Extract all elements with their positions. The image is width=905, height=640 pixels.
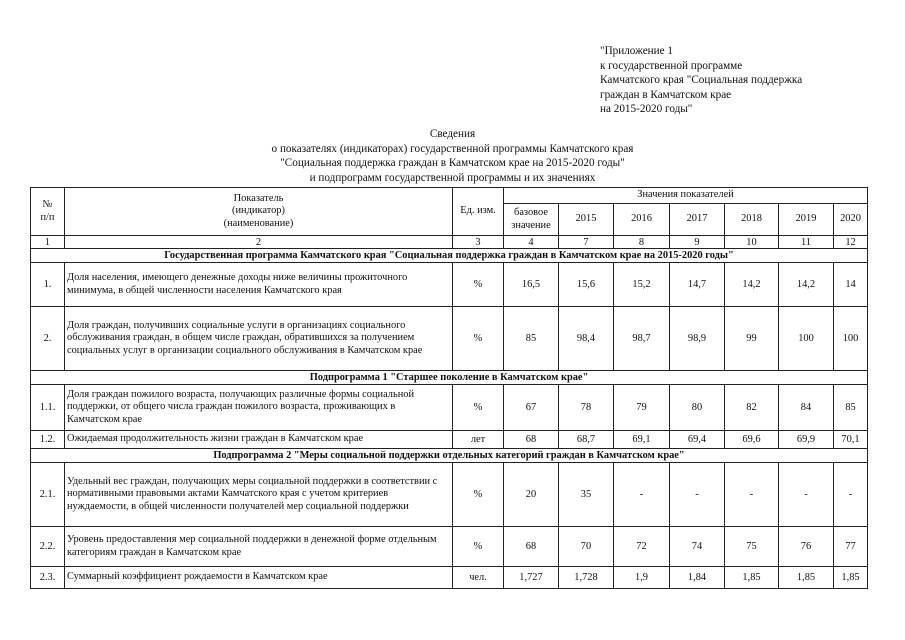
header-base-value: базовое значение [504,204,559,236]
row-unit: % [453,385,504,431]
title-line: и подпрограмм государственной программы и их значениях [309,171,596,184]
column-number: 8 [614,236,670,249]
row-value: 98,9 [670,307,725,371]
row-value: 84 [779,385,834,431]
header-num: № п/п [31,188,65,236]
indicators-table [30,187,868,589]
row-value: 1,727 [504,567,559,589]
header-unit: Ед. изм. [453,188,504,236]
row-value: 1,85 [725,567,779,589]
header-indicator: Показатель (индикатор) (наименование) [65,188,453,236]
table-row [31,463,868,527]
row-indicator: Доля населения, имеющего денежные доходы ниже величины прожиточного минимума, в общей численности населения Камчатского края [65,263,453,307]
row-value: 69,9 [779,431,834,449]
row-value: - [614,463,670,527]
row-value: 20 [504,463,559,527]
row-value: 85 [834,385,868,431]
row-value: 77 [834,527,868,567]
row-indicator: Доля граждан пожилого возраста, получающих различные формы социальной поддержки, от общего числа граждан пожилого возраста, проживающих в Камчатском крае [65,385,453,431]
row-value: 69,4 [670,431,725,449]
row-value: 14 [834,263,868,307]
row-value: 15,6 [559,263,614,307]
row-value: 14,2 [779,263,834,307]
column-number: 10 [725,236,779,249]
column-number: 4 [504,236,559,249]
section-title: Подпрограмма 1 "Старшее поколение в Камчатском крае" [31,371,868,385]
row-value: 79 [614,385,670,431]
row-value: 82 [725,385,779,431]
row-value: 16,5 [504,263,559,307]
table-row [31,307,868,371]
table-row [31,385,868,431]
row-num: 1.2. [31,431,65,449]
title-line: Сведения [429,128,476,140]
row-value: 85 [504,307,559,371]
appendix-line: Камчатского края "Социальная поддержка [600,74,803,87]
row-value: 14,7 [670,263,725,307]
header-year: 2020 [834,204,868,236]
row-unit: чел. [453,567,504,589]
row-value: 67 [504,385,559,431]
row-value: 1,84 [670,567,725,589]
row-value: - [725,463,779,527]
row-num: 2. [31,307,65,371]
row-unit: % [453,307,504,371]
appendix-note [600,44,802,117]
column-number-row [31,236,868,249]
column-number: 12 [834,236,868,249]
section-title: Подпрограмма 2 "Меры социальной поддержки отдельных категорий граждан в Камчатском крае" [31,449,868,463]
header-year: 2015 [559,204,614,236]
row-unit: % [453,527,504,567]
row-value: 69,6 [725,431,779,449]
row-value: 14,2 [725,263,779,307]
row-value: 70,1 [834,431,868,449]
row-value: - [670,463,725,527]
table-row [31,431,868,449]
row-num: 2.2. [31,527,65,567]
column-number: 2 [65,236,453,249]
title-line: "Социальная поддержка граждан в Камчатском крае на 2015-2020 годы" [280,157,625,169]
row-value: 1,85 [834,567,868,589]
appendix-line: к государственной программе [600,59,743,72]
appendix-line: граждан в Камчатском крае [600,88,732,101]
row-value: 98,7 [614,307,670,371]
row-value: 69,1 [614,431,670,449]
appendix-line: "Приложение 1 [600,45,674,57]
row-value: 72 [614,527,670,567]
row-value: 78 [559,385,614,431]
column-number: 11 [779,236,834,249]
row-value: 98,4 [559,307,614,371]
header-year: 2017 [670,204,725,236]
row-value: 99 [725,307,779,371]
row-value: 15,2 [614,263,670,307]
row-value: 68 [504,431,559,449]
row-indicator: Ожидаемая продолжительность жизни граждан в Камчатском крае [65,431,453,449]
column-number: 7 [559,236,614,249]
row-value: 35 [559,463,614,527]
row-value: - [779,463,834,527]
row-indicator: Уровень предоставления мер социальной поддержки в денежной форме отдельным категориям граждан в Камчатском крае [65,527,453,567]
row-unit: % [453,263,504,307]
header-year: 2018 [725,204,779,236]
header-values-group: Значения показателей [504,188,868,204]
document-title [0,127,905,185]
row-value: 74 [670,527,725,567]
appendix-line: на 2015-2020 годы" [600,103,693,116]
section-title: Государственная программа Камчатского края "Социальная поддержка граждан в Камчатском крае на 2015-2020 годы" [31,249,868,263]
row-num: 1.1. [31,385,65,431]
title-line: о показателях (индикаторах) государственной программы Камчатского края [271,142,634,155]
row-num: 2.1. [31,463,65,527]
row-value: 76 [779,527,834,567]
row-value: 100 [779,307,834,371]
row-indicator: Удельный вес граждан, получающих меры социальной поддержки в соответствии с нормативными правовыми актами Камчатского края с учетом критериев нуждаемости, в общей численности получателей мер социальной поддержки [65,463,453,527]
header-year: 2019 [779,204,834,236]
row-value: - [834,463,868,527]
row-value: 80 [670,385,725,431]
row-value: 75 [725,527,779,567]
row-num: 1. [31,263,65,307]
row-value: 1,728 [559,567,614,589]
row-unit: лет [453,431,504,449]
row-value: 68,7 [559,431,614,449]
row-indicator: Доля граждан, получивших социальные услуги в организациях социального обслуживания граждан, в общем числе граждан, обратившихся за получением социальных услуг в организации социального обслуживания в Камчатском крае [65,307,453,371]
table-row [31,263,868,307]
row-value: 100 [834,307,868,371]
column-number: 1 [31,236,65,249]
row-unit: % [453,463,504,527]
table-row [31,527,868,567]
row-indicator: Суммарный коэффициент рождаемости в Камчатском крае [65,567,453,589]
row-value: 70 [559,527,614,567]
column-number: 9 [670,236,725,249]
header-year: 2016 [614,204,670,236]
row-num: 2.3. [31,567,65,589]
row-value: 68 [504,527,559,567]
column-number: 3 [453,236,504,249]
row-value: 1,9 [614,567,670,589]
table-row [31,567,868,589]
row-value: 1,85 [779,567,834,589]
